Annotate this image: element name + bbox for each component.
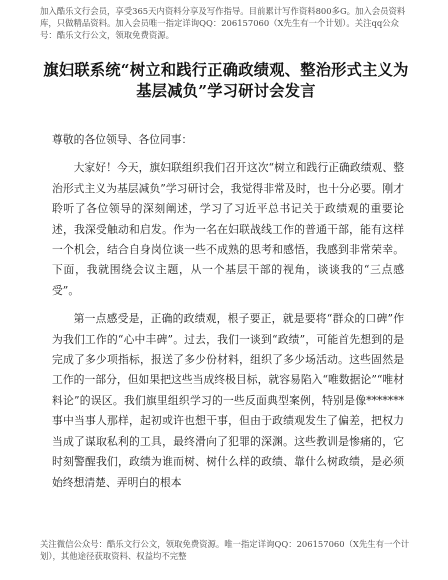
document-body: [52, 130, 404, 493]
salutation: 尊敬的各位领导、各位同事：: [52, 133, 193, 146]
footer-note: 关注微信公众号：酷乐文行公文，领取免费资源。唯一指定详询QQ：206157060（X先生有一个计划），其他途径获取资料、权益均不完整: [40, 539, 410, 561]
document-title: 旗妇联系统“树立和践行正确政绩观、整治形式主义为基层减负”学习研讨会发言: [43, 61, 409, 100]
header-note: 加入酷乐文行会员，享受365天内资料分享及写作指导。目前累计写作资料800多G。加入会员资料库，只做精品资料。加入会员唯一指定详询QQ：206157060（X先生有一个计划）。关注qq公众号：酷乐文行公文，领取免费资源。: [40, 6, 406, 40]
paragraph-2: 第一点感受是，正确的政绩观，根子要正，就是要将“群众的口碑”作为我们工作的“心中丰碑”。过去，我们一谈到“政绩”，可能首先想到的是完成了多少项指标，报送了多少份材料，组织了多少场活动。这些固然是工作的一部分，但如果把这些当成终极目标，就容易陷入“唯数据论”“唯材料论”的误区。我们旗里组织学习的一些反面典型案例，特别是像*******事中当事人那样，起初或许也想干事，但由于政绩观发生了偏差，把权力当成了谋取私利的工具，最终滑向了犯罪的深渊。这些教训是惨痛的，它时刻警醒我们，政绩为谁而树、树什么样的政绩、靠什么树政绩，是必须始终想清楚、弄明白的根本: [52, 312, 404, 489]
paragraph-1: 大家好！今天，旗妇联组织我们召开这次“树立和践行正确政绩观、整治形式主义为基层减负”学习研讨会，我觉得非常及时，也十分必要。刚才聆听了各位领导的深刻阐述，学习了习近平总书记关于政绩观的重要论述，我深受触动和启发。作为一名在妇联战线工作的普通干部，能有这样一个机会，结合自身岗位谈一些不成熟的思考和感悟，我感到非常荣幸。下面，我就围绕会议主题，从一个基层干部的视角，谈谈我的“三点感受”。: [52, 161, 404, 297]
